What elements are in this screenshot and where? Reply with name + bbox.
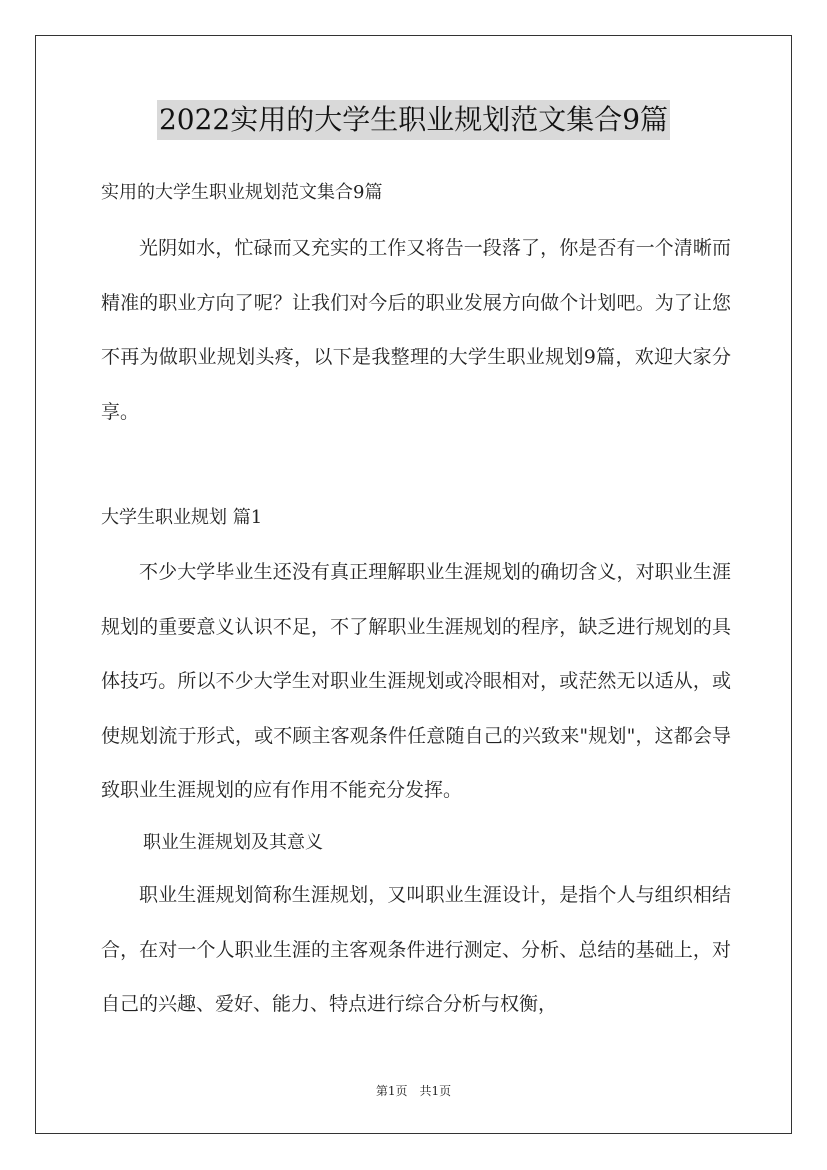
document-title-wrapper xyxy=(0,100,827,140)
section-heading: 大学生职业规划 篇1 xyxy=(101,507,263,528)
document-subtitle: 实用的大学生职业规划范文集合9篇 xyxy=(101,182,383,203)
intro-paragraph: 光阴如水，忙碌而又充实的工作又将告一段落了，你是否有一个清晰而精准的职业方向了呢？让我们对今后的职业发展方向做个计划吧。为了让您不再为做职业规划头疼，以下是我整理的大学生职业规划9篇，欢迎大家分享。 xyxy=(101,237,731,423)
section-paragraph-1: 不少大学毕业生还没有真正理解职业生涯规划的确切含义，对职业生涯规划的重要意义认识不足，不了解职业生涯规划的程序，缺乏进行规划的具体技巧。所以不少大学生对职业生涯规划或冷眼相对，或茫然无以适从，或使规划流于形式，或不顾主客观条件任意随自己的兴致来"规划"，这都会导致职业生涯规划的应有作用不能充分发挥。 xyxy=(101,561,731,801)
page-footer: 第1页 共1页 xyxy=(375,1084,452,1098)
document-title: 2022实用的大学生职业规划范文集合9篇 xyxy=(157,100,670,140)
section-subheading: 职业生涯规划及其意义 xyxy=(143,832,323,853)
section-paragraph-2: 职业生涯规划简称生涯规划，又叫职业生涯设计，是指个人与组织相结合，在对一个人职业生涯的主客观条件进行测定、分析、总结的基础上，对自己的兴趣、爱好、能力、特点进行综合分析与权衡， xyxy=(101,884,731,1015)
